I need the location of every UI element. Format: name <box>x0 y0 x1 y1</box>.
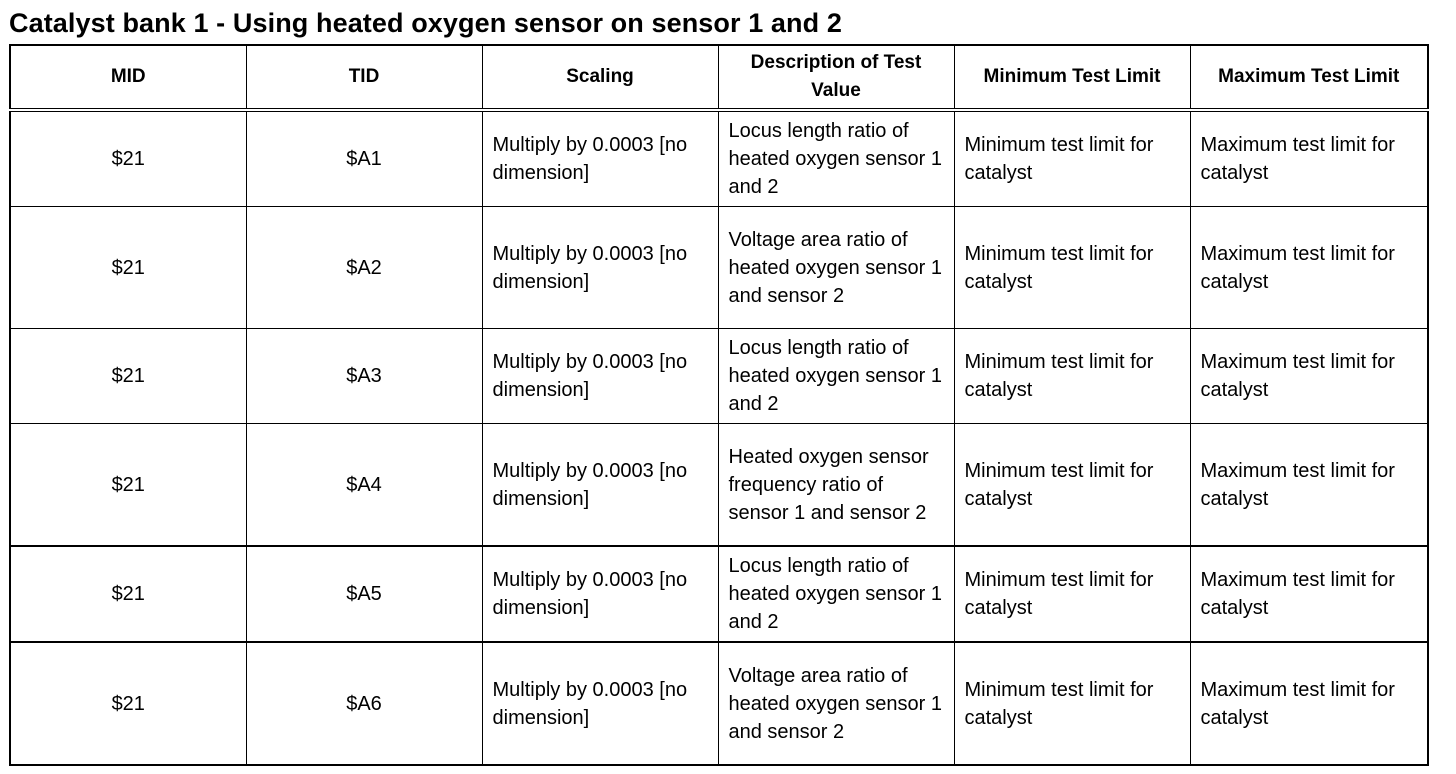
cell-min-limit: Minimum test limit for catalyst <box>954 329 1190 424</box>
cell-description: Locus length ratio of heated oxygen sensor 1 and 2 <box>718 329 954 424</box>
cell-tid: $A3 <box>246 329 482 424</box>
cell-max-limit: Maximum test limit for catalyst <box>1190 642 1428 765</box>
cell-tid: $A6 <box>246 642 482 765</box>
cell-tid: $A5 <box>246 546 482 642</box>
cell-scaling: Multiply by 0.0003 [no dimension] <box>482 546 718 642</box>
table-row <box>10 424 1428 547</box>
cell-scaling: Multiply by 0.0003 [no dimension] <box>482 424 718 547</box>
cell-min-limit: Minimum test limit for catalyst <box>954 424 1190 547</box>
header-scaling: Scaling <box>482 45 718 110</box>
page-title: Catalyst bank 1 - Using heated oxygen sensor on sensor 1 and 2 <box>9 8 842 38</box>
cell-mid: $21 <box>10 424 246 547</box>
header-mid: MID <box>10 45 246 110</box>
cell-min-limit: Minimum test limit for catalyst <box>954 642 1190 765</box>
header-min-limit: Minimum Test Limit <box>954 45 1190 110</box>
cell-max-limit: Maximum test limit for catalyst <box>1190 329 1428 424</box>
cell-mid: $21 <box>10 110 246 207</box>
table-row <box>10 110 1428 207</box>
header-tid: TID <box>246 45 482 110</box>
cell-min-limit: Minimum test limit for catalyst <box>954 546 1190 642</box>
cell-mid: $21 <box>10 642 246 765</box>
table-row <box>10 642 1428 765</box>
cell-tid: $A2 <box>246 207 482 329</box>
table-row <box>10 329 1428 424</box>
cell-max-limit: Maximum test limit for catalyst <box>1190 110 1428 207</box>
cell-description: Voltage area ratio of heated oxygen sensor 1 and sensor 2 <box>718 642 954 765</box>
cell-scaling: Multiply by 0.0003 [no dimension] <box>482 642 718 765</box>
cell-tid: $A1 <box>246 110 482 207</box>
cell-description: Heated oxygen sensor frequency ratio of sensor 1 and sensor 2 <box>718 424 954 547</box>
cell-scaling: Multiply by 0.0003 [no dimension] <box>482 207 718 329</box>
test-limits-table <box>9 44 1429 766</box>
cell-description: Locus length ratio of heated oxygen sensor 1 and 2 <box>718 546 954 642</box>
header-max-limit: Maximum Test Limit <box>1190 45 1428 110</box>
table-row <box>10 546 1428 642</box>
cell-mid: $21 <box>10 329 246 424</box>
cell-mid: $21 <box>10 207 246 329</box>
cell-max-limit: Maximum test limit for catalyst <box>1190 546 1428 642</box>
cell-scaling: Multiply by 0.0003 [no dimension] <box>482 329 718 424</box>
cell-tid: $A4 <box>246 424 482 547</box>
cell-max-limit: Maximum test limit for catalyst <box>1190 424 1428 547</box>
header-description: Description of Test Value <box>718 45 954 110</box>
table-row <box>10 207 1428 329</box>
header-row <box>10 45 1428 110</box>
cell-min-limit: Minimum test limit for catalyst <box>954 110 1190 207</box>
cell-min-limit: Minimum test limit for catalyst <box>954 207 1190 329</box>
cell-scaling: Multiply by 0.0003 [no dimension] <box>482 110 718 207</box>
cell-max-limit: Maximum test limit for catalyst <box>1190 207 1428 329</box>
cell-description: Locus length ratio of heated oxygen sensor 1 and 2 <box>718 110 954 207</box>
cell-mid: $21 <box>10 546 246 642</box>
cell-description: Voltage area ratio of heated oxygen sensor 1 and sensor 2 <box>718 207 954 329</box>
